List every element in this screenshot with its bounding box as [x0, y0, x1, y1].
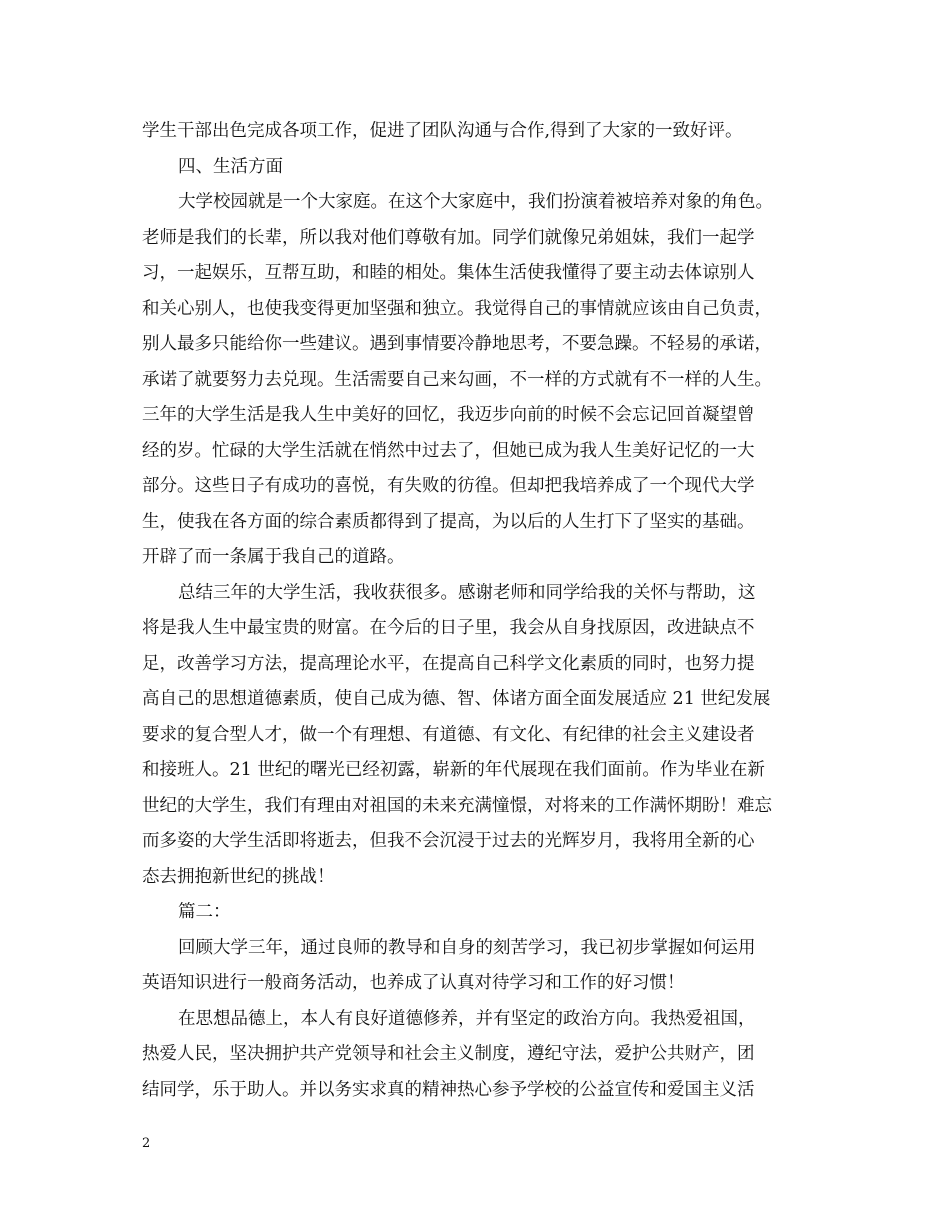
- text-line: 和接班人。21 世纪的曙光已经初露，崭新的年代展现在我们面前。作为毕业在新: [142, 760, 765, 780]
- text-line: 承诺了就要努力去兑现。生活需要自己来勾画，不一样的方式就有不一样的人生。: [142, 369, 772, 390]
- text-line: 总结三年的大学生活，我收获很多。感谢老师和同学给我的关怀与帮助，这: [178, 582, 756, 603]
- section-heading-life: 四、生活方面: [178, 156, 283, 177]
- text-line: 三年的大学生活是我人生中美好的回忆，我迈步向前的时候不会忘记回首凝望曾: [142, 405, 755, 425]
- text-line: 回顾大学三年，通过良师的教导和自身的刻苦学习，我已初步掌握如何运用: [178, 937, 756, 958]
- text-line: 生，使我在各方面的综合素质都得到了提高，为以后的人生打下了坚实的基础。: [142, 511, 755, 532]
- page-number: 2: [142, 1136, 151, 1151]
- text-line: 和关心别人，也使我变得更加坚强和独立。我觉得自己的事情就应该由自己负责，: [142, 298, 772, 319]
- text-line: 高自己的思想道德素质，使自己成为德、智、体诸方面全面发展适应 21 世纪发展: [142, 689, 771, 709]
- text-line: 大学校园就是一个大家庭。在这个大家庭中，我们扮演着被培养对象的角色。: [178, 192, 773, 212]
- text-line: 态去拥抱新世纪的挑战！: [142, 866, 335, 887]
- text-line: 部分。这些日子有成功的喜悦，有失败的彷徨。但却把我培养成了一个现代大学: [142, 476, 755, 496]
- text-line: 英语知识进行一般商务活动，也养成了认真对待学习和工作的好习惯！: [142, 973, 685, 993]
- document-body: [142, 114, 808, 1108]
- text-line: 习，一起娱乐，互帮互助，和睦的相处。集体生活使我懂得了要主动去体谅别人: [142, 263, 755, 283]
- text-line: 学生干部出色完成各项工作，促进了团队沟通与合作,得到了大家的一致好评。: [142, 121, 743, 141]
- text-line: 而多姿的大学生活即将逝去，但我不会沉浸于过去的光辉岁月，我将用全新的心: [142, 831, 755, 851]
- text-line: 结同学，乐于助人。并以务实求真的精神热心参予学校的公益宣传和爱国主义活: [142, 1079, 755, 1100]
- text-line: 将是我人生中最宝贵的财富。在今后的日子里，我会从自身找原因，改进缺点不: [142, 618, 755, 638]
- text-line: 世纪的大学生，我们有理由对祖国的未来充满憧憬，对将来的工作满怀期盼！难忘: [142, 795, 772, 816]
- text-line: 要求的复合型人才，做一个有理想、有道德、有文化、有纪律的社会主义建设者: [142, 724, 755, 745]
- text-line: 别人最多只能给你一些建议。遇到事情要冷静地思考，不要急躁。不轻易的承诺，: [142, 334, 772, 354]
- text-line: 在思想品德上，本人有良好道德修养，并有坚定的政治方向。我热爱祖国，: [178, 1008, 756, 1029]
- section-heading-part-two: 篇二：: [178, 902, 231, 922]
- text-line: 开辟了而一条属于我自己的道路。: [142, 547, 405, 567]
- text-line: 老师是我们的长辈，所以我对他们尊敬有加。同学们就像兄弟姐妹，我们一起学: [142, 227, 755, 248]
- text-line: 足，改善学习方法，提高理论水平，在提高自己科学文化素质的同时，也努力提: [142, 653, 755, 674]
- text-line: 经的岁。忙碌的大学生活就在悄然中过去了，但她已成为我人生美好记忆的一大: [142, 440, 755, 461]
- text-line: 热爱人民，坚决拥护共产党领导和社会主义制度，遵纪守法，爱护公共财产，团: [142, 1044, 755, 1064]
